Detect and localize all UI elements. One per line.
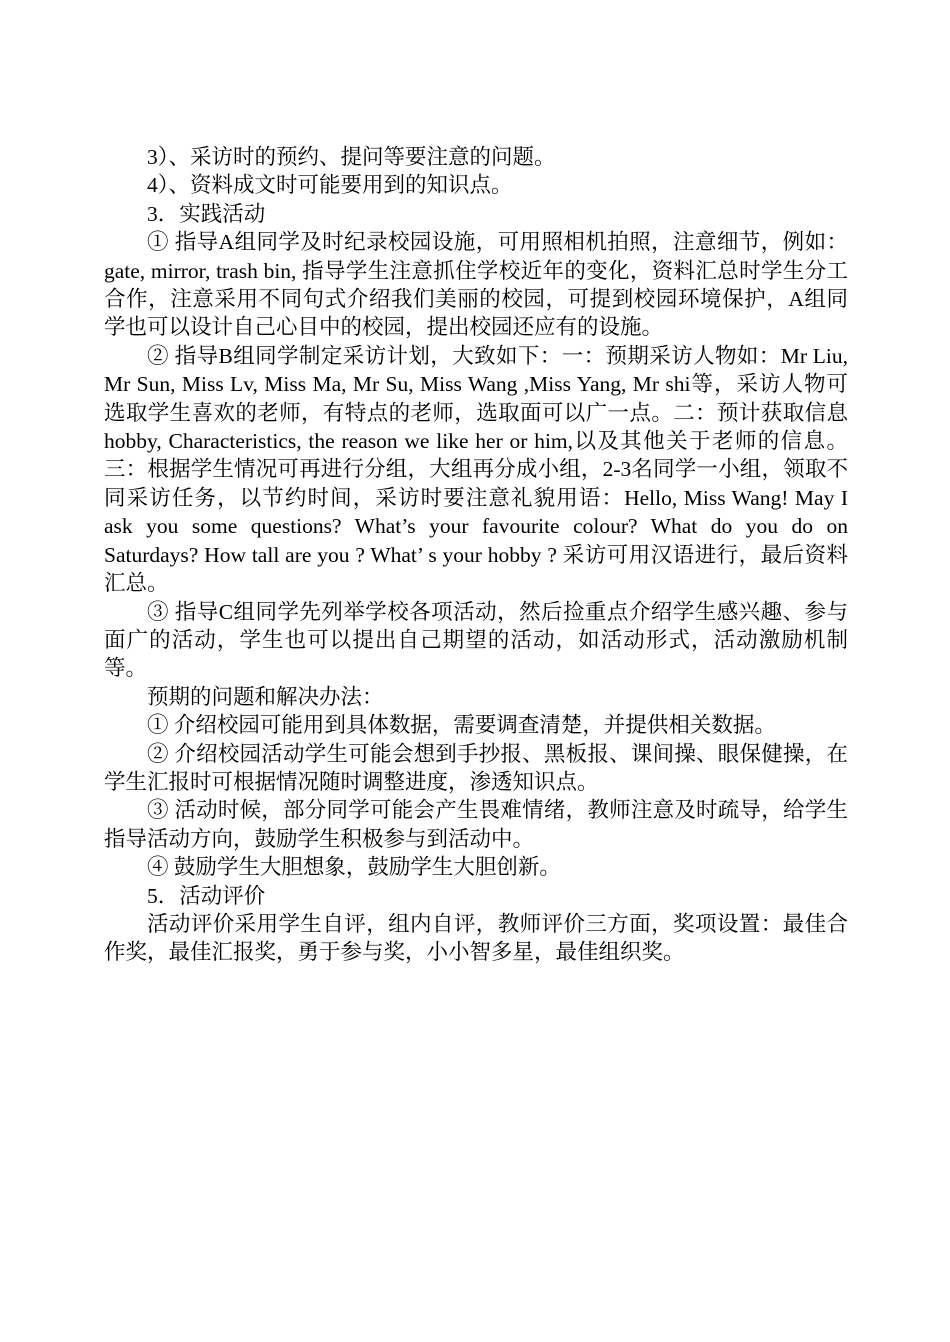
- heading-practice-activity: 3．实践活动: [147, 201, 266, 226]
- paragraph-problem-3: ③ 活动时候，部分同学可能会产生畏难情绪，教师注意及时疏导，给学生指导活动方向，鼓励学生积极参与到活动中。: [104, 798, 848, 851]
- paragraph-problem-2: ② 介绍校园活动学生可能会想到手抄报、黑板报、课间操、眼保健操，在学生汇报时可根据情况随时调整进度，渗透知识点。: [104, 741, 848, 794]
- heading-expected-problems: 预期的问题和解决办法：: [147, 684, 384, 709]
- paragraph-writing-knowledge: 4）、资料成文时可能要用到的知识点。: [147, 173, 513, 198]
- paragraph-group-c: ③ 指导C组同学先列举学校各项活动，然后捡重点介绍学生感兴趣、参与面广的活动，学生也可以提出自己期望的活动，如活动形式，活动激励机制等。: [104, 599, 848, 681]
- document-body: [104, 143, 848, 967]
- paragraph-evaluation: 活动评价采用学生自评，组内自评，教师评价三方面，奖项设置：最佳合作奖，最佳汇报奖，勇于参与奖，小小智多星，最佳组织奖。: [104, 911, 848, 965]
- paragraph-group-b: ② 指导B组同学制定采访计划，大致如下：一：预期采访人物如：Mr Liu, Mr Sun, Miss Lv, Miss Ma, Mr Su, Miss Wang ,Miss Yang, Mr shi等，采访人物可选取学生喜欢的老师，有特点的老师，选取面可以广一点。二：预计获取信息 hobby, Characteristics, the reason we like her or him,以及其他关于老师的信息。三：根据学生情况可再进行分组，大组再分成小组，2-3名同学一小组，领取不同采访任务，以节约时间，采访时要注意礼貌用语：Hello, Miss Wang! May I ask you some questions? What’s your favourite colour? What do you do on Saturdays? How tall are you ? What’ s your hobby ? 采访可用汉语进行，最后资料汇总。: [104, 343, 848, 596]
- heading-activity-evaluation: 5．活动评价: [147, 883, 266, 908]
- paragraph-interview-issues: 3）、采访时的预约、提问等要注意的问题。: [147, 145, 556, 169]
- paragraph-group-a: ① 指导A组同学及时纪录校园设施，可用照相机拍照，注意细节，例如：gate, mirror, trash bin, 指导学生注意抓住学校近年的变化，资料汇总时学生分工合作，注意采用不同句式介绍我们美丽的校园，可提到校园环境保护，A组同学也可以设计自己心目中的校园，提出校园还应有的设施。: [104, 230, 848, 340]
- paragraph-problem-1: ① 介绍校园可能用到具体数据，需要调查清楚，并提供相关数据。: [147, 713, 776, 738]
- paragraph-problem-4: ④ 鼓励学生大胆想象，鼓励学生大胆创新。: [147, 855, 561, 880]
